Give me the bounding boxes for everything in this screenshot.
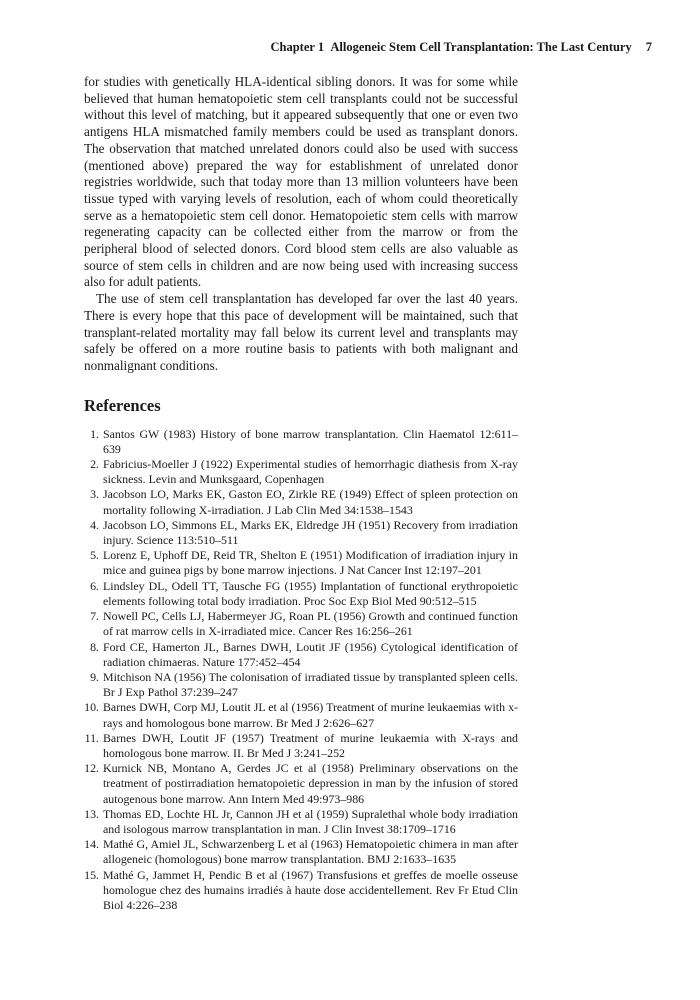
reference-number: 10. <box>84 700 99 715</box>
reference-number: 12. <box>84 761 99 776</box>
reference-number: 11. <box>84 730 99 745</box>
reference-text: Ford CE, Hamerton JL, Barnes DWH, Loutit JF (1956) Cytological identification of radiation chimaeras. Nature 177:452–454 <box>103 639 518 669</box>
reference-item <box>84 837 518 867</box>
reference-item <box>84 731 518 761</box>
reference-item <box>84 609 518 639</box>
reference-item <box>84 487 518 517</box>
reference-text: Thomas ED, Lochte HL Jr, Cannon JH et al (1959) Supralethal whole body irradiation and isologous marrow transplantation in man. J Clin Invest 38:1709–1716 <box>103 806 518 836</box>
reference-number: 7. <box>90 609 99 624</box>
reference-text: Lorenz E, Uphoff DE, Reid TR, Shelton E (1951) Modification of irradiation injury in mice and guinea pigs by bone marrow injections. J Nat Cancer Inst 12:197–201 <box>103 548 518 578</box>
reference-number: 2. <box>90 457 99 472</box>
reference-number: 6. <box>90 578 99 593</box>
reference-number: 13. <box>84 806 99 821</box>
running-head <box>84 40 652 55</box>
reference-number: 5. <box>90 548 99 563</box>
references-heading: References <box>84 395 161 415</box>
reference-text: Fabricius-Moeller J (1922) Experimental studies of hemorrhagic diathesis from X-ray sickness. Levin and Munksgaard, Copenhagen <box>103 457 518 487</box>
reference-item <box>84 640 518 670</box>
reference-text: Santos GW (1983) History of bone marrow transplantation. Clin Haematol 12:611–639 <box>103 426 518 456</box>
reference-text: Jacobson LO, Simmons EL, Marks EK, Eldredge JH (1951) Recovery from irradiation injury. Science 113:510–511 <box>103 517 518 548</box>
reference-number: 1. <box>90 426 99 441</box>
reference-item <box>84 427 518 457</box>
reference-text: Kurnick NB, Montano A, Gerdes JC et al (1958) Preliminary observations on the treatment of postirradiation hematopoietic depression in man by the infusion of stored autogenous bone marrow. Ann Intern Med 49:973–986 <box>103 761 518 806</box>
reference-item <box>84 868 518 914</box>
reference-item <box>84 761 518 807</box>
reference-text: Mathé G, Amiel JL, Schwarzenberg L et al (1963) Hematopoietic chimera in man after allogeneic (homologous) bone marrow transplantation. BMJ 2:1633–1635 <box>103 837 518 867</box>
chapter-title: Allogeneic Stem Cell Transplantation: The Last Century <box>330 40 632 54</box>
reference-text: Barnes DWH, Corp MJ, Loutit JL et al (1956) Treatment of murine leukaemias with x-rays and homologous bone marrow. Br Med J 2:626–627 <box>103 700 518 730</box>
reference-number: 9. <box>90 669 99 684</box>
reference-item <box>84 700 518 730</box>
reference-item <box>84 457 518 487</box>
reference-item <box>84 670 518 700</box>
reference-text: Lindsley DL, Odell TT, Tausche FG (1955) Implantation of functional erythropoietic elements following total body irradiation. Proc Soc Exp Biol Med 90:512–515 <box>103 578 518 608</box>
body-paragraph: The use of stem cell transplantation has developed far over the last 40 years. There is every hope that this pace of development will be maintained, such that transplant-related mortality may fall below its current level and transplants may safely be offered on a more routine basis to patients with both malignant and nonmalignant conditions. <box>84 291 518 373</box>
reference-text: Barnes DWH, Loutit JF (1957) Treatment of murine leukaemia with X-rays and homologous bone marrow. II. Br Med J 3:241–252 <box>103 730 518 760</box>
reference-text: Jacobson LO, Marks EK, Gaston EO, Zirkle RE (1949) Effect of spleen protection on mortality following X-irradiation. J Lab Clin Med 34:1538–1543 <box>103 487 518 517</box>
reference-number: 3. <box>90 487 99 502</box>
reference-number: 15. <box>84 867 99 882</box>
reference-number: 4. <box>90 517 99 532</box>
reference-number: 14. <box>84 837 99 852</box>
reference-number: 8. <box>90 639 99 654</box>
reference-text: Nowell PC, Cells LJ, Habermeyer JG, Roan PL (1956) Growth and continued function of rat marrow cells in X-irradiated mice. Cancer Res 16:256–261 <box>103 609 518 639</box>
reference-item <box>84 807 518 837</box>
reference-item <box>84 579 518 609</box>
reference-text: Mathé G, Jammet H, Pendic B et al (1967) Transfusions et greffes de moelle osseuse homologue chez des humains irradiés à haute dose accidentellement. Rev Fr Etud Clin Biol 4:226–238 <box>103 867 518 912</box>
page-number: 7 <box>645 40 652 54</box>
reference-item <box>84 518 518 548</box>
reference-item <box>84 548 518 578</box>
text-body <box>84 74 518 913</box>
chapter-label: Chapter 1 <box>270 40 325 54</box>
body-paragraph: for studies with genetically HLA-identical sibling donors. It was for some while believed that human hematopoietic stem cell transplants could not be successful without this level of matching, but it appeared subsequently that one or even two antigens HLA mismatched family members could be used as transplant donors. The observation that matched unrelated donors could also be used with success (mentioned above) prepared the way for establishment of unrelated donor registries worldwide, such that today more than 13 million volunteers have been tissue typed with varying levels of resolution, each of whom could theoretically serve as a hematopoietic stem cell donor. Hematopoietic stem cells with marrow regenerating capacity can be collected either from the marrow or from the peripheral blood of selected donors. Cord blood stem cells are also valuable as source of stem cells in children and are now being used with increasing success also for adult patients. <box>84 74 518 290</box>
reference-text: Mitchison NA (1956) The colonisation of irradiated tissue by transplanted spleen cells. Br J Exp Pathol 37:239–247 <box>103 669 518 700</box>
references-list <box>84 427 518 914</box>
